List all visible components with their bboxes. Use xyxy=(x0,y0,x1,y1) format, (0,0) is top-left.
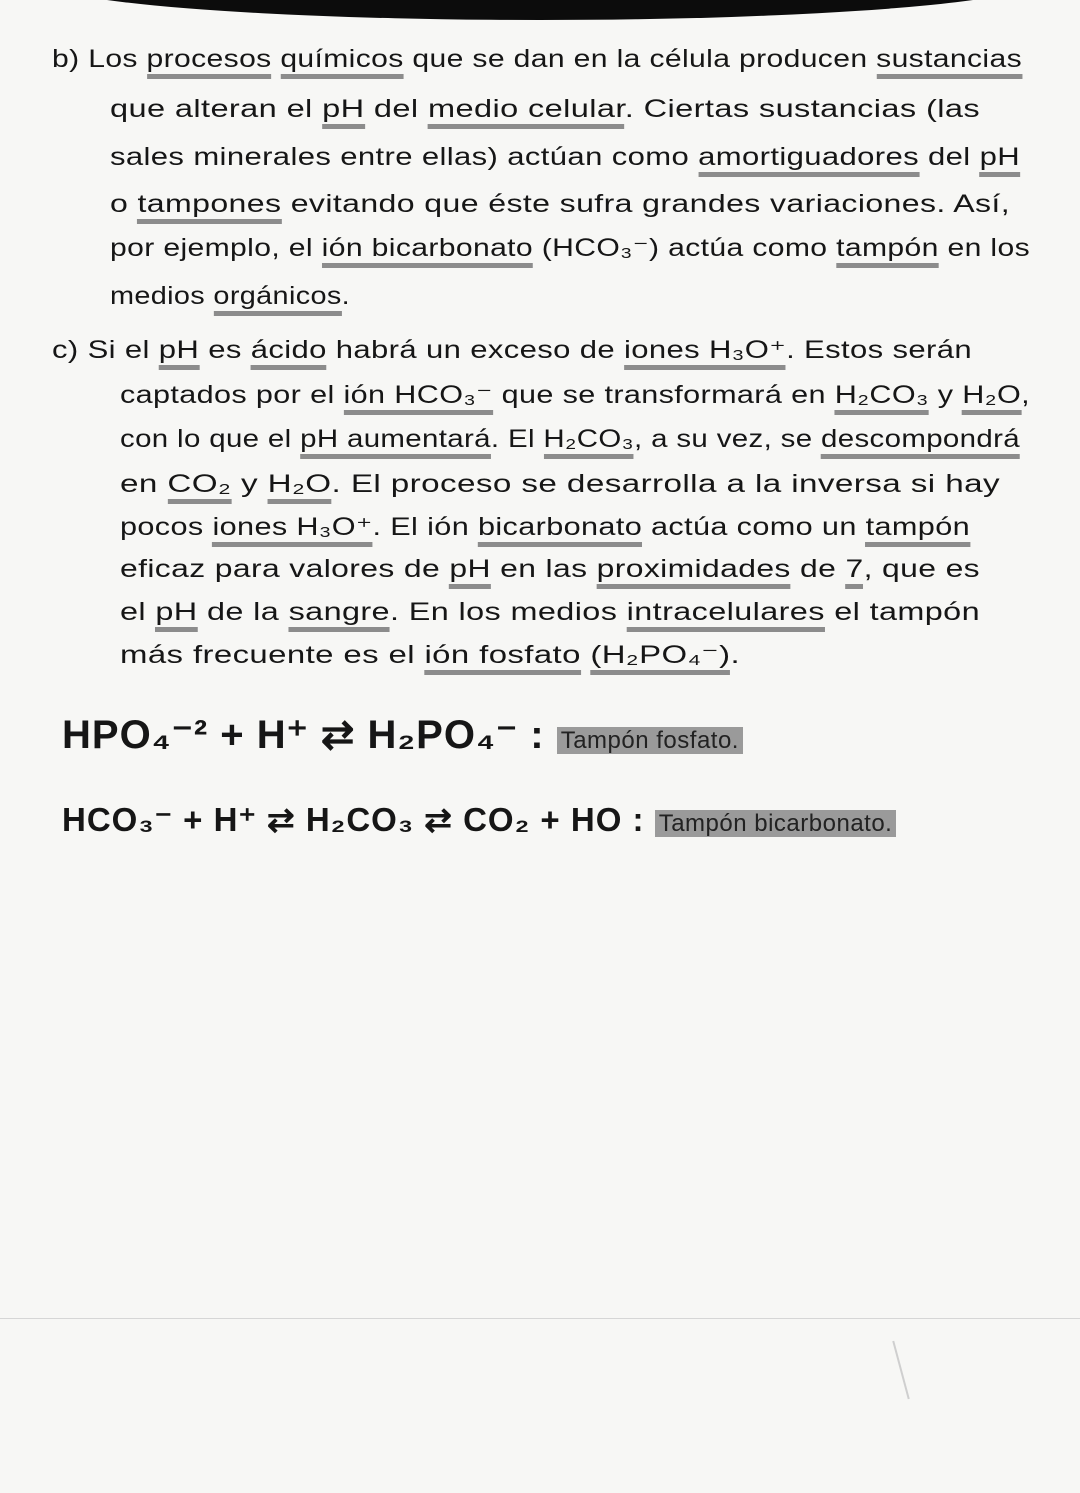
text-segment: c) Si el xyxy=(52,336,159,364)
text-line xyxy=(120,425,1020,454)
text-line xyxy=(110,95,980,124)
underlined-term: químicos xyxy=(280,45,403,79)
underlined-term: procesos xyxy=(147,45,272,79)
text-segment: en los xyxy=(938,234,1030,262)
underlined-term: pH xyxy=(980,143,1020,177)
text-segment: . xyxy=(730,641,740,669)
text-line xyxy=(120,512,970,542)
text-line xyxy=(120,555,980,584)
text-segment: , a su vez, se xyxy=(634,425,821,453)
text-line xyxy=(110,190,1010,219)
pencil-mark xyxy=(892,1341,909,1399)
text-segment: en las xyxy=(490,555,597,583)
text-segment: en xyxy=(120,470,168,498)
text-segment: del xyxy=(364,95,428,123)
equation-bicarbonate-formula: HCO₃⁻ + H⁺ ⇄ H₂CO₃ ⇄ CO₂ + HO : xyxy=(62,801,645,838)
text-segment: el xyxy=(120,598,156,626)
text-segment: sales minerales entre ellas) actúan como xyxy=(110,143,699,171)
text-segment: captados por el xyxy=(120,381,344,409)
text-segment: habrá un exceso de xyxy=(326,336,624,364)
underlined-term: intracelulares xyxy=(627,598,825,632)
underlined-term: bicarbonato xyxy=(478,513,642,547)
underlined-term: sangre xyxy=(289,598,390,632)
text-segment xyxy=(581,641,591,669)
text-segment: más frecuente es el xyxy=(120,641,425,669)
text-line xyxy=(52,335,972,365)
text-segment: , que es xyxy=(863,555,980,583)
text-segment: eficaz para valores de xyxy=(120,555,450,583)
text-segment: (HCO₃⁻) actúa como xyxy=(533,234,837,262)
underlined-term: iones H₃O⁺ xyxy=(624,336,786,370)
text-segment: . xyxy=(341,282,350,310)
text-segment: por ejemplo, el xyxy=(110,234,322,262)
underlined-term: orgánicos xyxy=(213,282,341,316)
underlined-term: ión bicarbonato xyxy=(322,234,533,268)
underlined-term: amortiguadores xyxy=(698,143,919,177)
text-line xyxy=(120,640,740,670)
text-line xyxy=(120,598,980,627)
text-segment: . Estos serán xyxy=(786,336,972,364)
top-shadow-edge xyxy=(40,0,1040,20)
text-segment: y xyxy=(928,381,963,409)
underlined-term: (H₂PO₄⁻) xyxy=(590,641,730,675)
underlined-term: descompondrá xyxy=(821,425,1020,459)
underlined-term: pH aumentará xyxy=(300,425,491,459)
underlined-term: pH xyxy=(449,555,490,589)
text-segment: que se transformará en xyxy=(492,381,835,409)
text-segment: o xyxy=(110,190,138,218)
text-line xyxy=(110,282,350,311)
underlined-term: CO₂ xyxy=(167,470,231,504)
underlined-term: medio celular xyxy=(428,95,625,129)
page-fold-line xyxy=(0,1318,1080,1319)
text-segment: que se dan en la célula producen xyxy=(403,45,877,73)
text-segment xyxy=(272,45,281,73)
underlined-term: ión fosfato xyxy=(424,641,580,675)
text-segment: . El ión xyxy=(372,513,478,541)
text-segment: , xyxy=(1021,381,1030,409)
text-segment: que alteran el xyxy=(110,95,323,123)
text-segment: . El xyxy=(490,425,544,453)
equation-phosphate-formula: HPO₄⁻² + H⁺ ⇄ H₂PO₄⁻ : xyxy=(62,713,545,757)
text-line xyxy=(110,143,1020,172)
equation-bicarbonate xyxy=(62,800,896,839)
underlined-term: tampones xyxy=(138,190,282,224)
text-segment: el tampón xyxy=(824,598,980,626)
equation-phosphate xyxy=(62,712,743,758)
text-segment: . Ciertas sustancias (las xyxy=(624,95,980,123)
equation-phosphate-label: Tampón fosfato. xyxy=(557,727,743,754)
text-segment: . En los medios xyxy=(389,598,627,626)
text-segment: es xyxy=(199,336,251,364)
underlined-term: pH xyxy=(155,598,197,632)
text-segment: con lo que el xyxy=(120,425,301,453)
underlined-term: proximidades xyxy=(597,555,791,589)
underlined-term: iones H₃O⁺ xyxy=(212,513,372,547)
underlined-term: tampón xyxy=(866,513,970,547)
text-segment: evitando que éste sufra grandes variaciones. Así, xyxy=(281,190,1010,218)
underlined-term: 7 xyxy=(845,555,863,589)
equation-bicarbonate-label: Tampón bicarbonato. xyxy=(655,810,897,837)
underlined-term: tampón xyxy=(836,234,939,268)
underlined-term: H₂O xyxy=(962,381,1021,415)
underlined-term: H₂CO₃ xyxy=(835,381,929,415)
text-segment: medios xyxy=(110,282,214,310)
text-segment: del xyxy=(919,143,980,171)
text-segment: de la xyxy=(197,598,289,626)
underlined-term: pH xyxy=(322,95,364,129)
underlined-term: pH xyxy=(159,336,199,370)
text-segment: . El proceso se desarrolla a la inversa si hay xyxy=(331,470,1000,498)
text-segment: actúa como un xyxy=(642,513,866,541)
text-segment: de xyxy=(790,555,846,583)
text-line xyxy=(52,45,1022,74)
text-line xyxy=(120,380,1030,410)
underlined-term: H₂CO₃ xyxy=(543,425,634,459)
underlined-term: sustancias xyxy=(876,45,1022,79)
underlined-term: ácido xyxy=(251,336,327,370)
text-line xyxy=(120,470,1000,499)
text-segment: b) Los xyxy=(52,45,147,73)
text-segment: y xyxy=(231,470,268,498)
underlined-term: ión HCO₃⁻ xyxy=(344,381,493,415)
text-line xyxy=(110,233,1030,263)
underlined-term: H₂O xyxy=(268,470,332,504)
text-segment: pocos xyxy=(120,513,213,541)
